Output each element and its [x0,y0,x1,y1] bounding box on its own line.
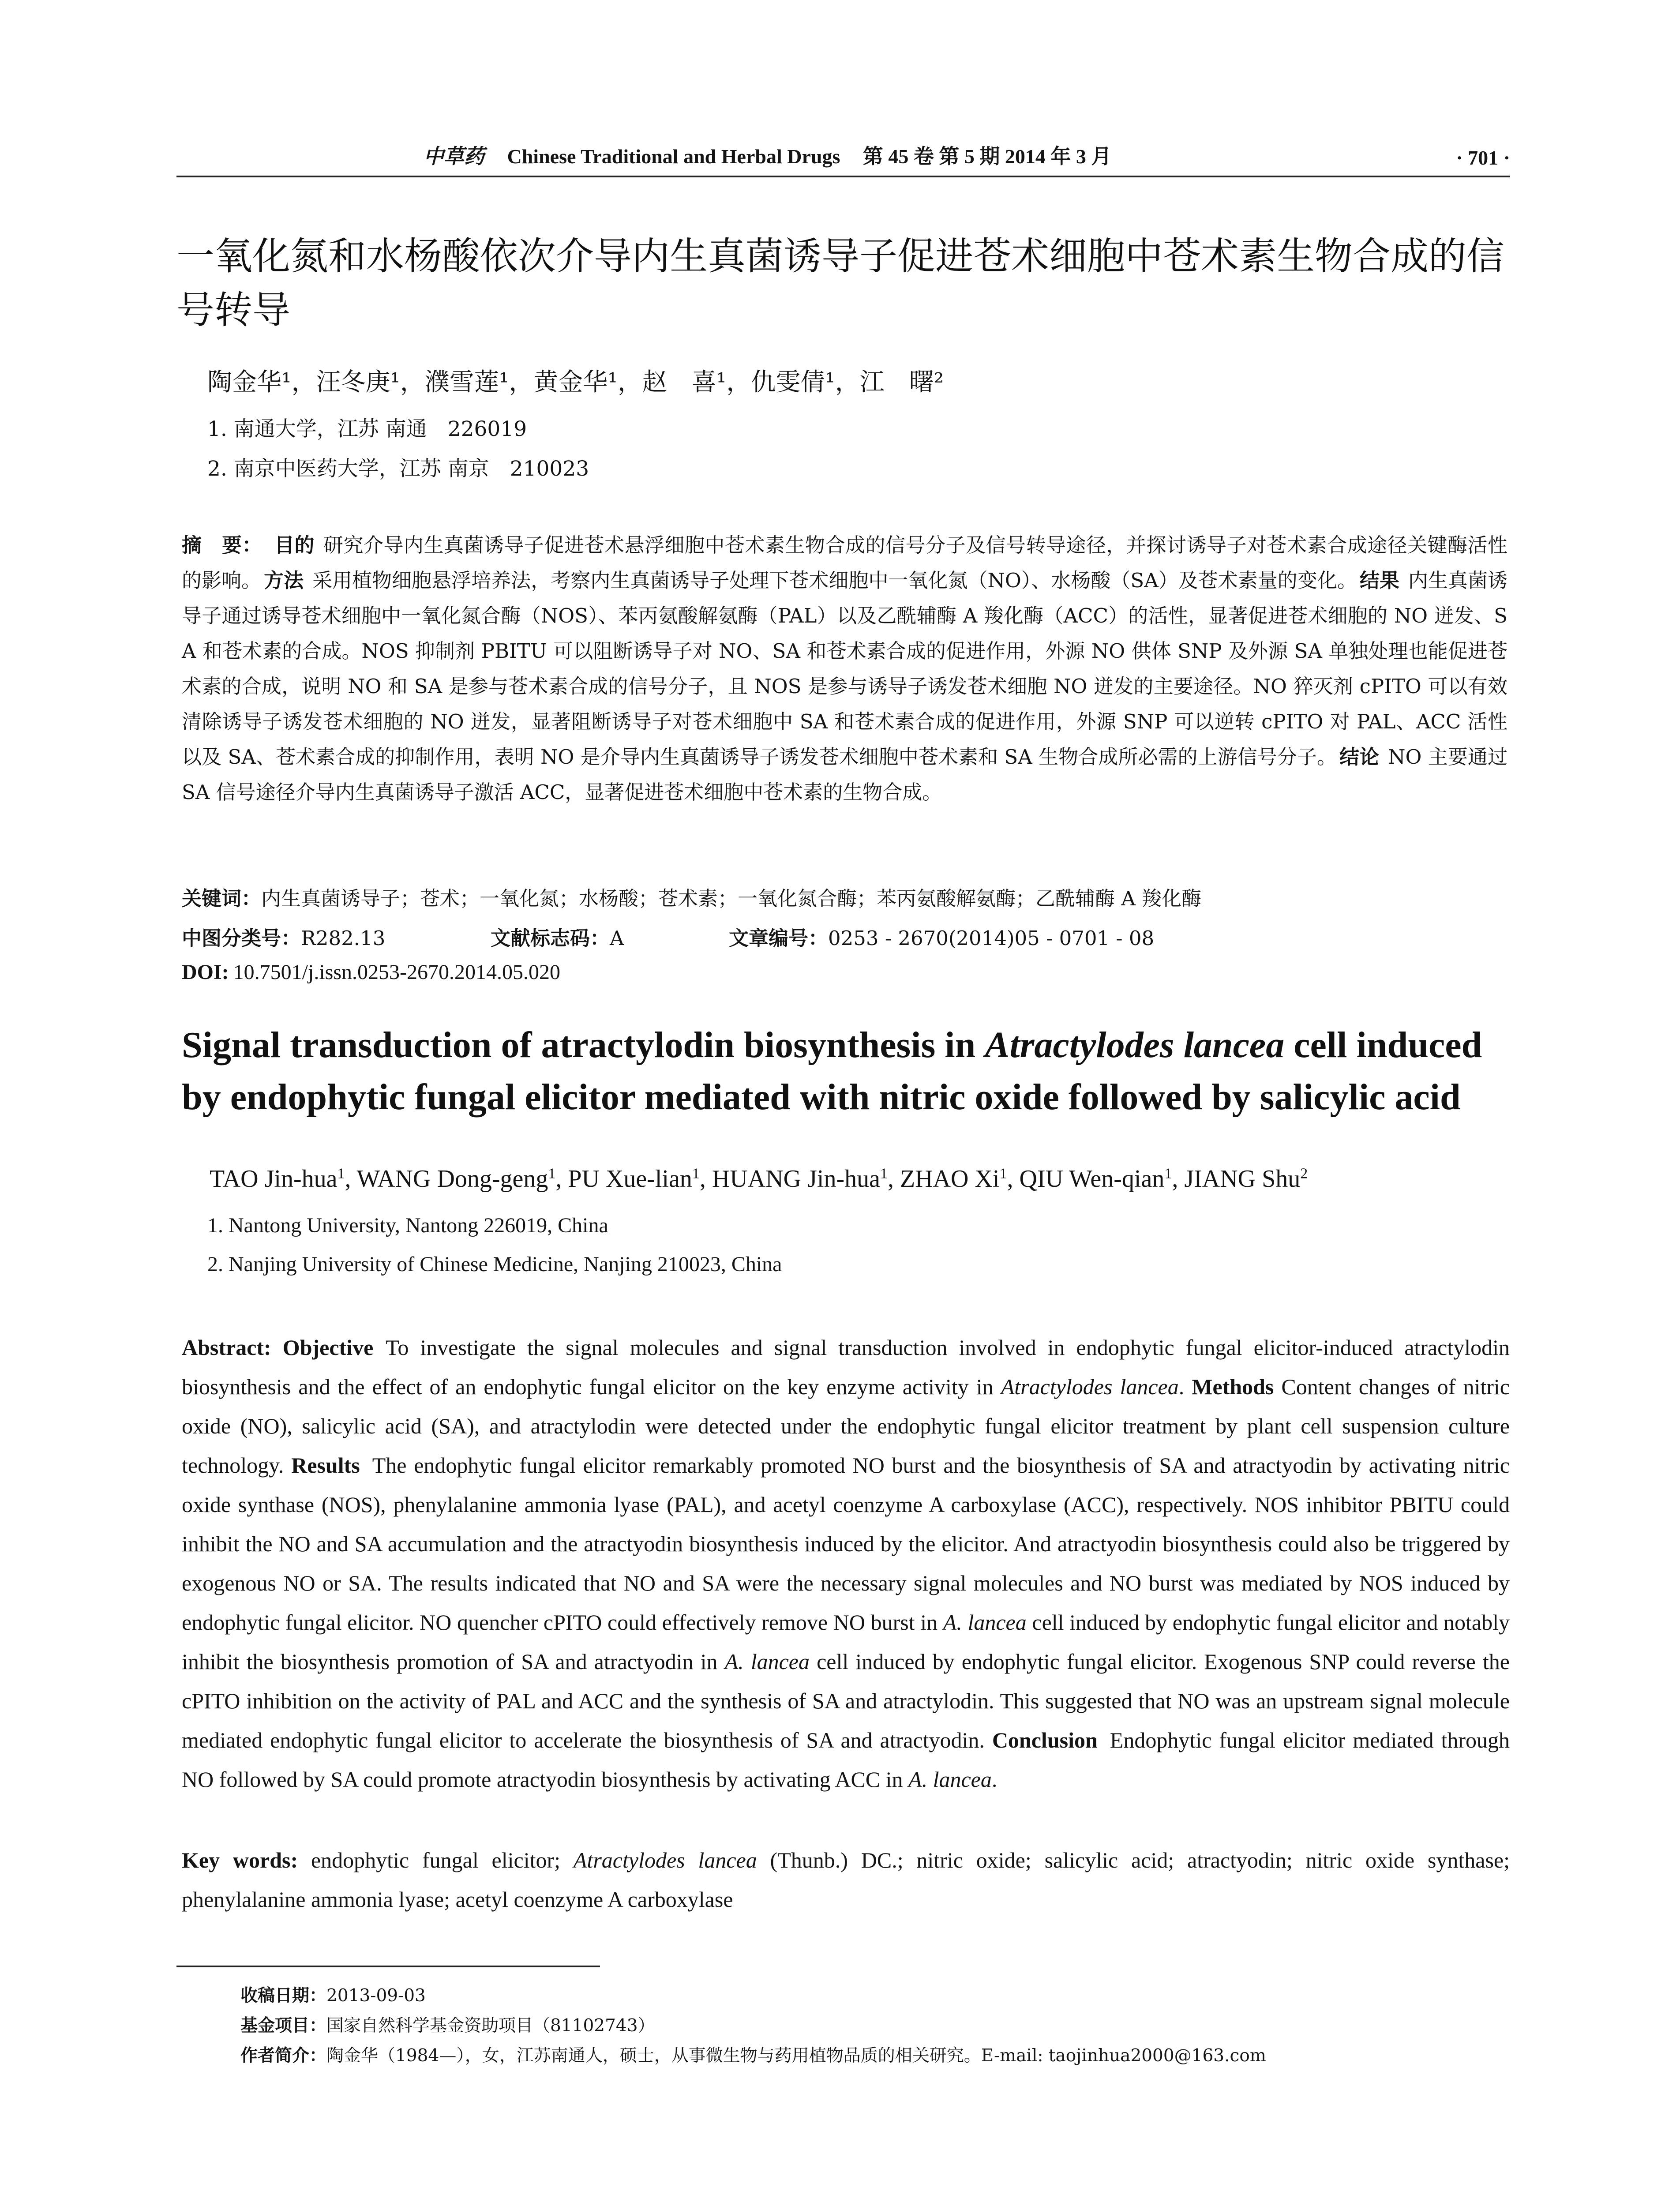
author-aff: 1 [692,1165,700,1182]
article-no-value: 0253 - 2670(2014)05 - 0701 - 08 [828,927,1155,950]
objective-text-cn: 研究介导内生真菌诱导子促进苍术悬浮细胞中苍术素生物合成的信号分子及信号转导途径，并探讨诱导子对苍术素合成途径关键酶活性的影响。 [182,533,1508,592]
author-aff: 1 [1164,1165,1172,1182]
doc-code-value: A [610,927,624,950]
methods-label-en: Methods [1192,1374,1274,1399]
en-title-species: Atractylodes lancea [985,1024,1285,1065]
results-text-cn: 内生真菌诱导子通过诱导苍术细胞中一氧化氮合酶（NOS）、苯丙氨酸解氨酶（PAL）以及乙酰辅酶 A 羧化酶（ACC）的活性，显著促进苍术细胞的 NO 迸发、SA 和苍术素的合成。NOS 抑制剂 PBITU 可以阻断诱导子对 NO、SA 和苍术素合成的促进作用，外源 NO 供体 SNP 及外源 SA 单独处理也能促进苍术素的合成，说明 NO 和 SA 是参与苍术素合成的信号分子，且 NOS 是参与诱导子诱发苍术细胞 NO 迸发的主要途径。NO 猝灭剂 cPITO 可以有效清除诱导子诱发苍术细胞的 NO 迸发，显著阻断诱导子对苍术细胞中 SA 和苍术素合成的促进作用，外源 SNP 可以逆转 cPITO 对 PAL、ACC 活性以及 SA、苍术素合成的抑制作用，表明 NO 是介导内生真菌诱导子诱发苍术细胞中苍术素和 SA 生物合成所必需的上游信号分子。 [182,569,1508,769]
conclusion-end-en: . [991,1767,998,1792]
running-header [176,140,1510,177]
author-aff: 1 [548,1165,556,1182]
objective-end-en: . [1178,1374,1185,1399]
objective-label-en: Objective [282,1335,374,1360]
objective-label-cn: 目的 [274,533,315,557]
author-name: ZHAO Xi [900,1165,1000,1193]
doc-code-label: 文献标志码： [491,927,610,950]
results-text-en-2: cell induced by endophytic fungal elicitor and notably inhibit the biosynthesis promotion of SA and atractyodin in [182,1610,1510,1674]
results-text-en: The endophytic fungal elicitor remarkably promoted NO burst and the biosynthesis of SA and atractyodin by activating nitric oxide synthase (NOS), phenylalanine ammonia lyase (PAL), and acetyl coenzyme A carboxylase (ACC), respectively. NOS inhibitor PBITU could inhibit the NO and SA accumulation and the atractyodin biosynthesis induced by the elicitor. And atractyodin biosynthesis could also be triggered by exogenous NO or SA. The results indicated that NO and SA were the necessary signal molecules and NO burst was mediated by NOS induced by endophytic fungal elicitor. NO quencher cPITO could effectively remove NO burst in [182,1453,1510,1635]
author-name: HUANG Jin-hua [712,1165,880,1193]
english-title [182,1019,1519,1123]
keywords-label-en: Key words: [182,1848,298,1872]
results-species-en: A. lancea [943,1610,1027,1635]
chinese-affiliation-2: 2. 南京中医药大学，江苏 南京 210023 [207,457,589,481]
footnote-label: 作者简介： [240,2046,327,2066]
doi-value: 10.7501/j.issn.0253-2670.2014.05.020 [233,960,561,984]
chinese-keywords [182,882,1201,911]
conclusion-text-cn: NO 主要通过 SA 信号途径介导内生真菌诱导子激活 ACC，显著促进苍术细胞中苍术素的生物合成。 [182,745,1508,804]
footnote-label: 收稿日期： [240,1986,327,2006]
classification-line [182,922,1154,951]
clc-value: R282.13 [301,927,386,950]
abstract-label-cn: 摘 要： [182,533,262,557]
english-keywords [182,1841,1510,1919]
footnote-rule [176,1966,600,1967]
results-text-en-3: cell induced by endophytic fungal elicitor. Exogenous SNP could reverse the cPITO inhibition on the activity of PAL and ACC and the synthesis of SA and atractylodin. This suggested that NO was an upstream signal molecule mediated endophytic fungal elicitor to accelerate the biosynthesis of SA and atractyodin. [182,1649,1510,1752]
conclusion-label-en: Conclusion [992,1728,1098,1752]
abstract-label-en: Abstract: [182,1335,271,1360]
doi-label: DOI: [182,960,229,984]
author-aff: 2 [1300,1165,1308,1182]
methods-text-en: Content changes of nitric oxide (NO), salicylic acid (SA), and atractylodin were detected under the endophytic fungal elicitor treatment by plant cell suspension culture technology. [182,1374,1510,1478]
author-aff: 1 [999,1165,1007,1182]
en-title-part2: cell induced by endophytic fungal elicitor mediated with nitric oxide followed by salicylic acid [182,1024,1482,1118]
results-label-en: Results [291,1453,360,1478]
footnote-author-bio [240,2042,1266,2067]
journal-logo: 中草药 [424,144,484,168]
footnote-text: 国家自然科学基金资助项目（81102743） [326,2016,655,2036]
page-number: · 701 · [1456,146,1510,169]
author-name: JIANG Shu [1184,1165,1301,1193]
methods-text-cn: 采用植物细胞悬浮培养法，考察内生真菌诱导子处理下苍术细胞中一氧化氮（NO）、水杨酸（SA）及苍术素量的变化。 [312,569,1357,592]
conclusion-label-cn: 结论 [1339,745,1380,769]
author-name: TAO Jin-hua [210,1165,338,1193]
conclusion-text-en: Endophytic fungal elicitor mediated through NO followed by SA could promote atractyodin biosynthesis by activating ACC in [182,1728,1510,1792]
chinese-authors: 陶金华¹，汪冬庚¹，濮雪莲¹，黄金华¹，赵 喜¹，仇雯倩¹，江 曙² [207,368,944,397]
author-aff: 1 [880,1165,888,1182]
results-label-cn: 结果 [1359,569,1399,592]
keywords-text-cn: 内生真菌诱导子；苍术；一氧化氮；水杨酸；苍术素；一氧化氮合酶；苯丙氨酸解氨酶；乙酰辅酶 A 羧化酶 [261,887,1202,910]
chinese-affiliation-1: 1. 南通大学，江苏 南通 226019 [207,417,527,441]
footnote-label: 基金项目： [240,2016,327,2036]
chinese-abstract [182,528,1508,810]
header-center [424,140,1111,169]
english-abstract [182,1328,1510,1799]
keywords-label-cn: 关键词： [182,887,262,910]
chinese-title: 一氧化氮和水杨酸依次介导内生真菌诱导子促进苍术细胞中苍术素生物合成的信号转导 [176,234,1504,332]
keywords-species-en: Atractylodes lancea [573,1848,757,1872]
english-affiliation-2: 2. Nanjing University of Chinese Medicine, Nanjing 210023, China [207,1253,782,1276]
footnote-funding [240,2012,655,2037]
author-name: QIU Wen-qian [1019,1165,1165,1193]
doi-line [182,960,560,984]
english-authors: TAO Jin-hua$^1$, WANG Dong-geng$^1$, PU Xue-lian$^1$, HUANG Jin-hua$^1$, ZHAO Xi$^1$, QIU Wen-qian$^1$, JIANG Shu$^2$ [210,1165,1308,1193]
objective-species-en: Atractylodes lancea [1001,1374,1179,1399]
clc-label: 中图分类号： [182,927,301,950]
author-aff: 1 [337,1165,345,1182]
objective-text-en: To investigate the signal molecules and signal transduction involved in endophytic fungal elicitor-induced atractylodin biosynthesis and the effect of an endophytic fungal elicitor on the key enzyme activity in [182,1335,1510,1399]
keywords-text-en-2: (Thunb.) DC.; nitric oxide; salicylic acid; atractyodin; nitric oxide synthase; phenylalanine ammonia lyase; acetyl coenzyme A carboxylase [182,1848,1510,1912]
footnote-received [240,1982,426,2007]
keywords-text-en: endophytic fungal elicitor; [311,1848,574,1872]
results-species-en-2: A. lancea [724,1649,810,1674]
english-affiliation-1: 1. Nantong University, Nantong 226019, China [207,1214,608,1237]
methods-label-cn: 方法 [264,569,304,592]
article-no-label: 文章编号： [729,927,829,950]
author-name: PU Xue-lian [568,1165,692,1193]
footnote-text: 陶金华（1984—），女，江苏南通人，硕士，从事微生物与药用植物品质的相关研究。E-mail: taojinhua2000@163.com [326,2046,1266,2066]
footnote-text: 2013-09-03 [326,1986,426,2006]
journal-name: Chinese Traditional and Herbal Drugs [507,145,840,168]
issue-info: 第 45 卷 第 5 期 2014 年 3 月 [862,145,1112,168]
author-name: WANG Dong-geng [356,1165,548,1193]
conclusion-species-en: A. lancea [908,1767,992,1792]
en-title-part1: Signal transduction of atractylodin biosynthesis in [182,1024,985,1065]
